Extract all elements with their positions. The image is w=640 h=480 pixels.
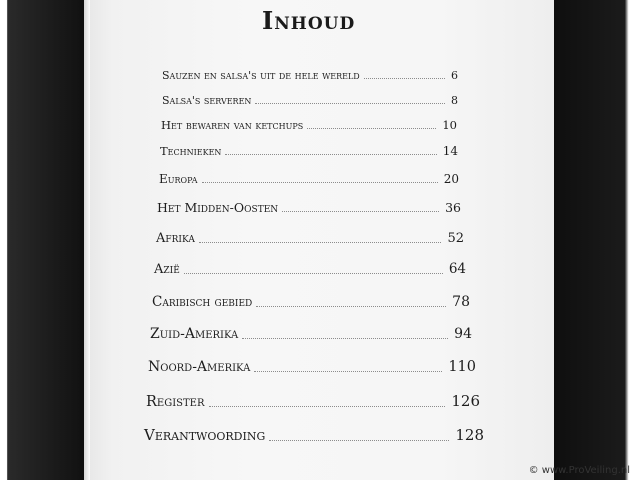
toc-entry-page-number: 126 (451, 392, 480, 410)
toc-entry-dot-leader (256, 306, 446, 307)
toc-entry-label: Azië (154, 262, 180, 277)
toc-entry-label: Salsa's serveren (162, 94, 252, 107)
toc-entry-page-number: 8 (451, 94, 458, 107)
toc-entry-page-number: 20 (443, 172, 459, 186)
toc-entry-dot-leader (209, 406, 445, 407)
toc-entry-dot-leader (225, 154, 437, 155)
toc-entry-label: Caribisch gebied (152, 294, 253, 310)
toc-entry-dot-leader (255, 103, 445, 104)
toc-entry-label: Register (146, 394, 205, 410)
toc-entry (160, 138, 458, 158)
toc-entry-dot-leader (184, 273, 443, 274)
toc-entry-dot-leader (242, 338, 448, 339)
page-title: Inhoud (262, 6, 356, 35)
book-page (84, 0, 554, 480)
toc-entry (146, 390, 480, 410)
toc-entry (144, 424, 484, 444)
toc-entry-page-number: 10 (442, 118, 457, 132)
toc-entry (162, 62, 458, 82)
right-background (545, 0, 640, 480)
toc-entry (157, 195, 461, 215)
toc-entry (162, 87, 458, 107)
toc-entry-label: Het bewaren van ketchups (161, 118, 304, 132)
toc-entry-dot-leader (282, 211, 439, 212)
toc-entry (150, 322, 472, 342)
toc-entry-label: Afrika (156, 231, 195, 246)
toc-entry-dot-leader (199, 242, 441, 243)
toc-entry-page-number: 52 (447, 231, 464, 246)
toc-entry-dot-leader (364, 78, 445, 79)
toc-entry-dot-leader (254, 371, 442, 372)
toc-entry-dot-leader (307, 128, 436, 129)
watermark: © www.ProVeiling.nl (528, 465, 630, 476)
toc-entry (148, 355, 476, 375)
toc-entry-page-number: 36 (445, 200, 461, 215)
toc-entry-page-number: 64 (448, 261, 466, 277)
toc-entry-label: Technieken (160, 144, 222, 158)
toc-entry-label: Noord-Amerika (148, 359, 251, 375)
toc-entry-dot-leader (202, 182, 438, 183)
toc-entry-page-number: 6 (451, 69, 458, 82)
toc-entry-page-number: 14 (442, 144, 458, 158)
toc-entry-page-number: 110 (448, 359, 476, 375)
page-left-edge (84, 0, 90, 480)
toc-entry-page-number: 78 (452, 294, 470, 310)
toc-entry (161, 112, 457, 132)
toc-entry-page-number: 128 (455, 426, 484, 444)
toc-entry (154, 257, 466, 277)
toc-entry-label: Sauzen en salsa's uit de hele wereld (162, 69, 360, 82)
toc-entry-label: Europa (159, 172, 198, 186)
toc-entry (152, 290, 470, 310)
toc-entry-page-number: 94 (454, 326, 472, 342)
toc-entry (159, 166, 459, 186)
toc-entry (156, 226, 464, 246)
toc-entry-label: Verantwoording (144, 426, 266, 444)
left-background (0, 0, 84, 480)
toc-entry-label: Zuid-Amerika (150, 326, 239, 342)
toc-entry-label: Het Midden-Oosten (157, 200, 279, 215)
toc-entry-dot-leader (269, 440, 449, 441)
